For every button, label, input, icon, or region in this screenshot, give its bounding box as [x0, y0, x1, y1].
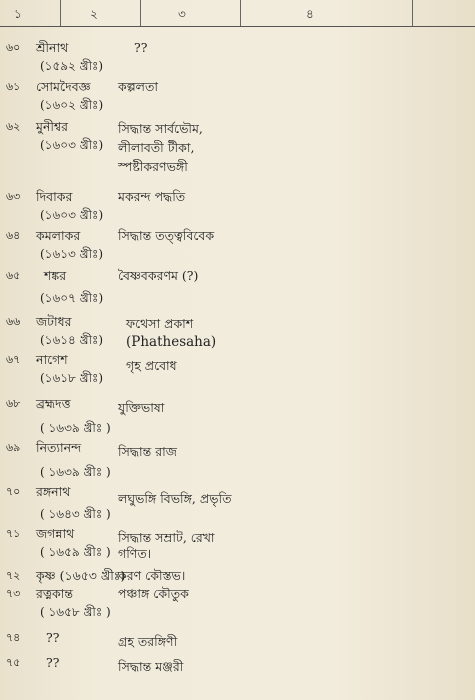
entry-number: ৭০ — [6, 485, 21, 498]
astronomer-year: ( ১৬৫৮ খ্রীঃ ) — [40, 605, 111, 619]
work-title: কল্পলতা — [118, 79, 158, 94]
header-rule — [0, 26, 475, 27]
column-divider — [60, 0, 61, 26]
work-title: সিদ্ধান্ত সার্বভৌম, লীলাবতী টীকা, স্পষ্টীকরণভঙ্গী — [118, 121, 203, 174]
work-title: ফথেসা প্রকাশ (Phathesaha) — [126, 316, 217, 350]
work-title: করণ কৌস্তভ। — [118, 568, 186, 583]
astronomer-name: দিবাকর — [36, 189, 73, 204]
work-title: লঘুভঙ্গি বিভঙ্গি, প্রভৃতি — [118, 491, 232, 506]
astronomer-name: ব্রহ্মদত্ত — [36, 396, 71, 411]
column-divider — [412, 0, 413, 26]
astronomer-name: কৃষ্ণ (১৬৫৩ খ্রীঃ) — [36, 568, 126, 583]
work-title: গ্রহ তরঙ্গিণী — [118, 634, 178, 649]
astronomer-name: শঙ্কর — [44, 268, 67, 283]
astronomer-year: (১৬১৪ খ্রীঃ) — [40, 333, 104, 347]
astronomer-year: (১৬১৩ খ্রীঃ) — [40, 247, 104, 261]
entry-number: ৭১ — [6, 527, 21, 540]
column-number-4: ৪ — [306, 7, 314, 21]
astronomer-year: ( ১৬৪৩ খ্রীঃ ) — [40, 507, 111, 521]
work-title: মকরন্দ পদ্ধতি — [118, 189, 186, 204]
entry-number: ৬৮ — [6, 397, 21, 410]
astronomer-year: (১৬০৩ খ্রীঃ) — [40, 138, 104, 152]
work-title: সিদ্ধান্ত রাজ — [118, 444, 177, 459]
entry-number: ৭৩ — [6, 587, 21, 600]
work-title: বৈষ্ণবকরণম (?) — [118, 268, 199, 283]
astronomer-name: জগন্নাথ — [36, 526, 75, 541]
entry-number: ৬৩ — [6, 190, 21, 203]
astronomer-name: রত্নকান্ত — [36, 586, 74, 601]
astronomer-name: নাগেশ — [36, 352, 68, 367]
entry-number: ৬৪ — [6, 229, 21, 242]
astronomer-year: (১৫৯২ খ্রীঃ) — [40, 59, 104, 73]
entry-number: ৬২ — [6, 120, 21, 133]
astronomer-name: রঙ্গনাথ — [36, 484, 71, 499]
astronomer-year: ( ১৬৩৯ খ্রীঃ ) — [40, 465, 111, 479]
astronomer-year: ( ১৬৩৯ খ্রীঃ ) — [40, 421, 111, 435]
astronomer-name: জটাধর — [36, 314, 72, 329]
column-number-1: ১ — [14, 7, 22, 21]
astronomer-name: ?? — [46, 630, 60, 645]
astronomer-name: মুনীশ্বর — [36, 119, 68, 134]
entry-number: ৭৪ — [6, 631, 21, 644]
entry-number: ৬৬ — [6, 315, 21, 328]
entry-number: ৬৭ — [6, 353, 21, 366]
work-title: পঞ্চাঙ্গ কৌতুক — [118, 586, 189, 601]
column-header — [0, 0, 475, 34]
astronomer-name: সোমদৈবজ্ঞ — [36, 79, 91, 94]
entry-number: ৭৫ — [6, 656, 21, 669]
astronomer-name: নিত্যানন্দ — [36, 440, 82, 455]
work-title: সিদ্ধান্ত তত্ত্ববিবেক — [118, 228, 215, 243]
column-divider — [240, 0, 241, 26]
work-title: ?? — [134, 40, 148, 55]
entry-number: ৬৯ — [6, 441, 21, 454]
astronomer-year: ( ১৬৫৯ খ্রীঃ ) — [40, 545, 111, 559]
astronomer-year: (১৬০৩ খ্রীঃ) — [40, 208, 104, 222]
entry-number: ৬০ — [6, 41, 21, 54]
column-divider — [140, 0, 141, 26]
column-number-2: ২ — [90, 7, 98, 21]
entry-number: ৬৫ — [6, 269, 21, 282]
column-number-3: ৩ — [178, 7, 186, 21]
astronomer-name: ?? — [46, 655, 60, 670]
astronomer-year: (১৬০৭ খ্রীঃ) — [40, 291, 104, 305]
entry-number: ৬১ — [6, 80, 21, 93]
work-title: সিদ্ধান্ত সম্রাট, রেখা গণিত। — [118, 530, 215, 561]
work-title: সিদ্ধান্ত মঞ্জরী — [118, 659, 184, 674]
entry-number: ৭২ — [6, 569, 21, 582]
work-title: যুক্তিভাষা — [118, 400, 165, 415]
astronomer-year: (১৬১৮ খ্রীঃ) — [40, 371, 104, 385]
astronomer-name: শ্রীনাথ — [36, 40, 69, 55]
astronomer-name: কমলাকর — [36, 228, 81, 243]
astronomer-year: (১৬০২ খ্রীঃ) — [40, 98, 104, 112]
work-title: গৃহ প্রবোধ — [126, 358, 177, 373]
